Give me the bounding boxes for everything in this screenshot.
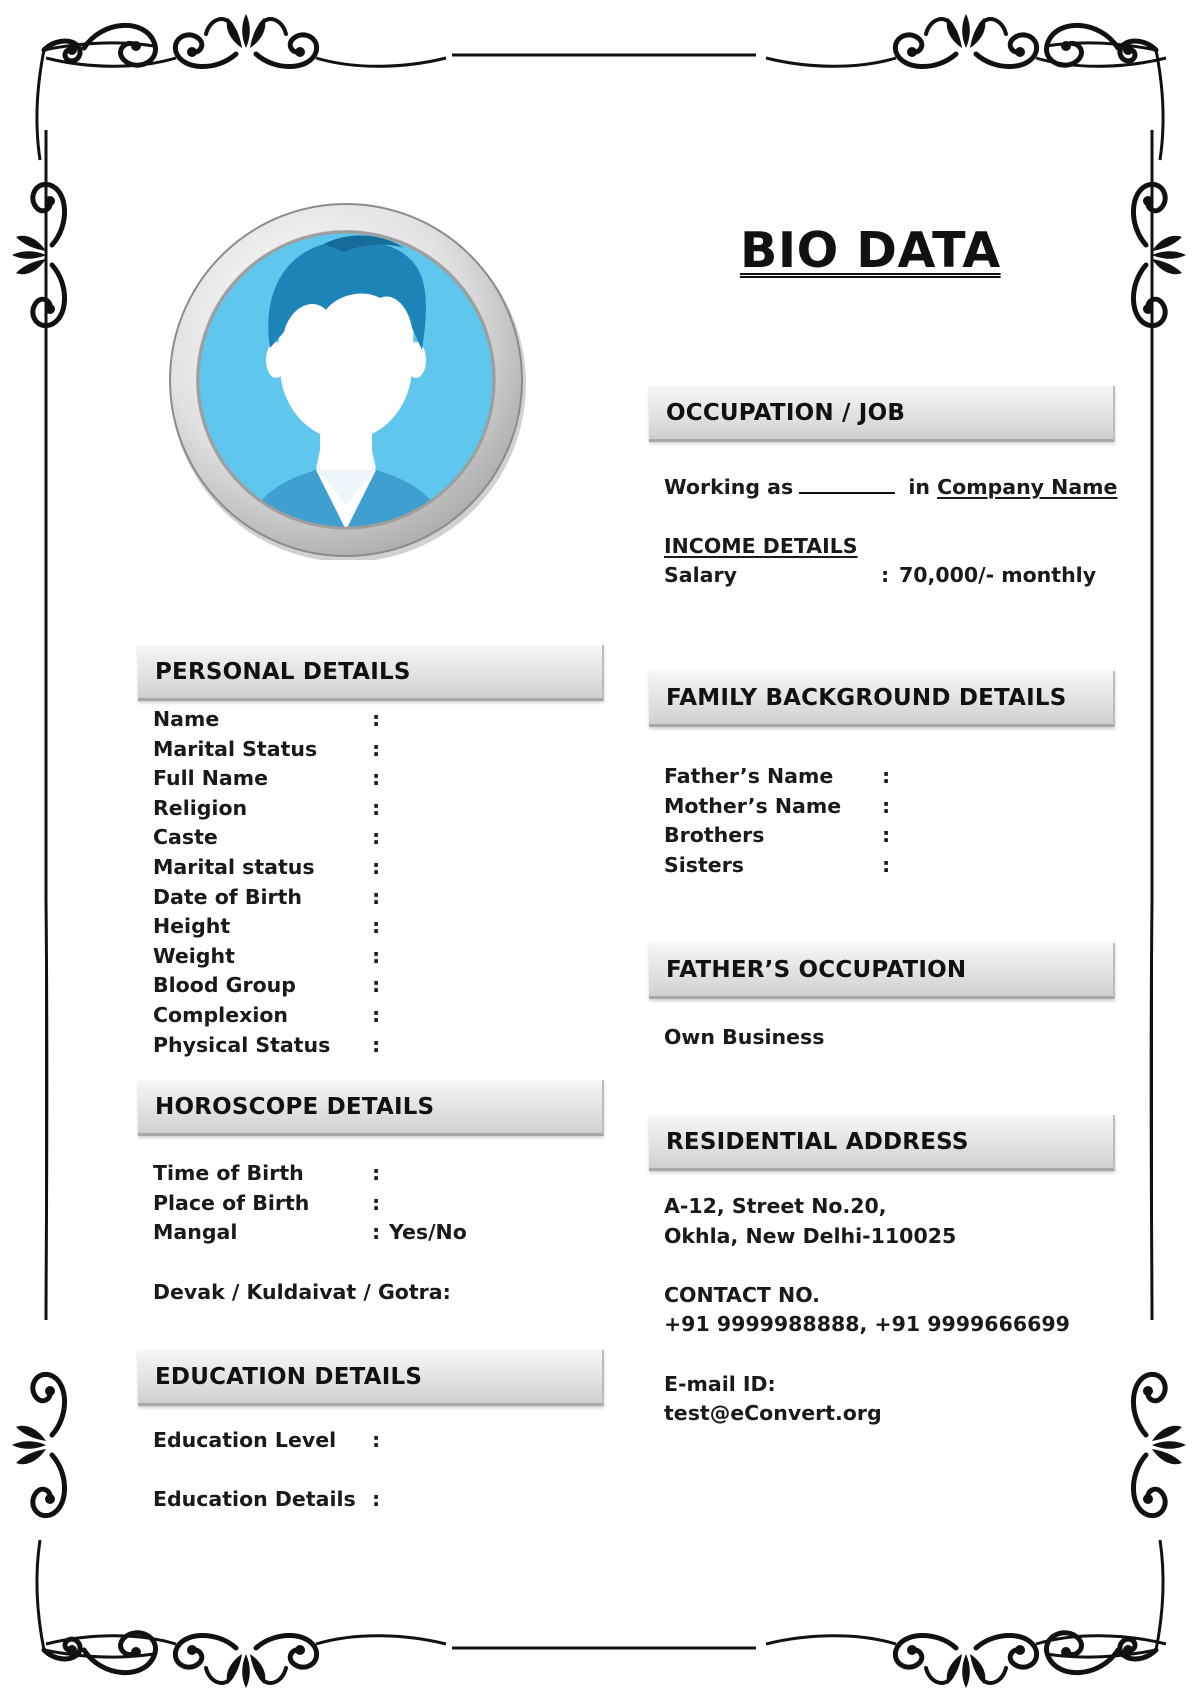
personal-label: Blood Group [153,973,296,998]
education-sep: : [372,1428,381,1452]
personal-sep: : [372,1032,381,1057]
occupation-heading: OCCUPATION / JOB [666,399,906,426]
gotra-label: Devak / Kuldaivat / Gotra: [153,1280,451,1304]
father-occupation-value: Own Business [664,1025,825,1049]
horoscope-label: Place of Birth [153,1190,310,1215]
horoscope-sep: : [372,1190,381,1215]
company-name: Company Name [937,475,1118,499]
personal-sep: : [372,766,381,791]
horoscope-label: Mangal [153,1220,238,1245]
family-header [649,671,1115,727]
family-sep: : [882,823,891,848]
personal-sep: : [372,825,381,850]
education-label: Education Level [153,1428,337,1452]
job-blank [799,474,895,494]
personal-label: Physical Status [153,1032,331,1057]
occupation-header [649,386,1115,442]
family-sep: : [882,793,891,818]
family-heading: FAMILY BACKGROUND DETAILS [666,684,1067,711]
person-avatar-icon [166,200,526,560]
salary-value: 70,000/- monthly [899,563,1097,587]
education-label: Education Details [153,1487,356,1511]
personal-label: Marital Status [153,736,318,761]
horoscope-header [138,1080,604,1136]
income-heading: INCOME DETAILS [664,534,858,558]
contact-label: CONTACT NO. [664,1283,820,1307]
profile-photo [166,200,526,560]
personal-heading: PERSONAL DETAILS [155,658,411,685]
personal-sep: : [372,854,381,879]
salary-label: Salary [664,563,737,587]
personal-label: Name [153,707,220,731]
personal-sep: : [372,707,381,731]
family-label: Father’s Name [664,764,834,788]
education-heading: EDUCATION DETAILS [155,1363,423,1390]
personal-label: Religion [153,795,248,820]
page-title: BIO DATA [740,222,1001,279]
personal-sep: : [372,736,381,761]
email-value: test@eConvert.org [664,1401,882,1425]
personal-label: Weight [153,943,235,968]
address-line-2: Okhla, New Delhi-110025 [664,1224,957,1248]
family-sep: : [882,764,891,788]
personal-label: Height [153,914,231,939]
personal-sep: : [372,884,381,909]
horoscope-sep: : [372,1220,381,1245]
personal-label: Date of Birth [153,884,302,909]
email-label: E-mail ID: [664,1372,776,1396]
family-sep: : [882,852,891,877]
horoscope-value: Yes/No [389,1220,467,1245]
personal-header [138,645,604,701]
personal-sep: : [372,943,381,968]
address-header [649,1115,1115,1171]
personal-label: Caste [153,825,218,850]
horoscope-heading: HOROSCOPE DETAILS [155,1093,435,1120]
personal-sep: : [372,914,381,939]
personal-label: Marital status [153,854,315,879]
working-as-line [664,474,1117,499]
personal-label: Complexion [153,1002,289,1027]
personal-sep: : [372,973,381,998]
horoscope-sep: : [372,1161,381,1185]
personal-sep: : [372,795,381,820]
working-as-label: Working as [664,475,794,499]
contact-value: +91 9999988888, +91 9999666699 [664,1312,1070,1336]
personal-sep: : [372,1002,381,1027]
horoscope-label: Time of Birth [153,1161,304,1185]
father-occupation-header [649,943,1115,999]
education-sep: : [372,1487,381,1511]
in-text: in [908,475,930,499]
father-occupation-heading: FATHER’S OCCUPATION [666,956,967,983]
salary-sep: : [881,563,890,587]
address-heading: RESIDENTIAL ADDRESS [666,1128,969,1155]
family-label: Mother’s Name [664,793,842,818]
address-line-1: A-12, Street No.20, [664,1194,887,1218]
family-label: Sisters [664,852,745,877]
personal-label: Full Name [153,766,269,791]
family-label: Brothers [664,823,765,848]
education-header [138,1350,604,1406]
